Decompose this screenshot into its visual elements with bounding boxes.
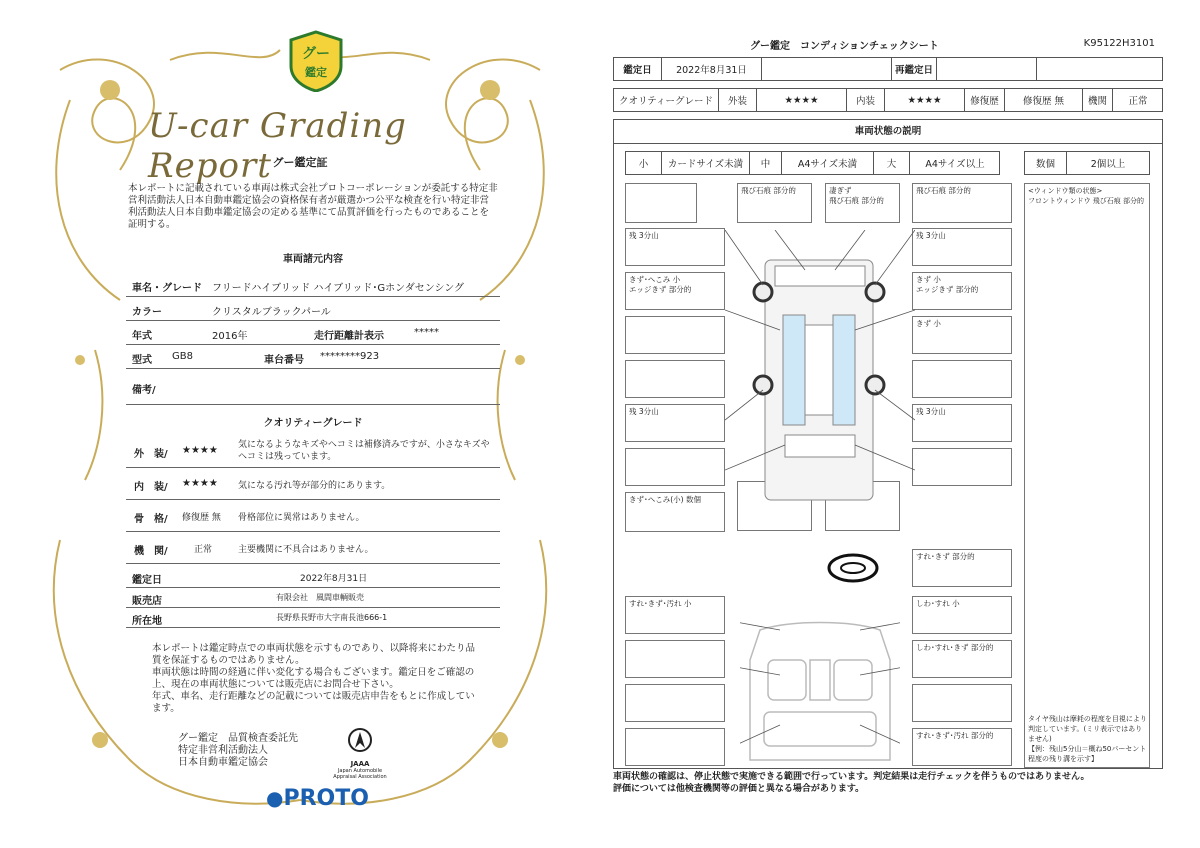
tire-box: 残 3分山 [625,228,725,266]
frame-row [126,500,500,532]
date-label: 鑑定日 [132,575,162,586]
name-value: フリードハイブリッド ハイブリッド･Gホンダセンシング [212,283,465,294]
damage-box [912,448,1012,486]
damage-box: しわ･すれ･きず 部分的 [912,640,1012,678]
damage-box: きず･へこみ 小 エッジきず 部分的 [625,272,725,310]
size-large-desc: A4サイズ以上 [925,159,985,170]
damage-box [625,684,725,722]
chassis-value: ********923 [320,351,380,362]
jaaa-text: JAAA [350,760,370,768]
damage-box [625,448,725,486]
damage-box [625,316,725,354]
cert-title: グー鑑定証 [272,156,328,169]
redate-label: 再鑑定日 [892,58,937,80]
size-mid-desc: A4サイズ未満 [782,152,874,174]
size-mid: 中 [750,152,782,174]
report-title: U-car Grading Report [148,106,407,186]
grade-table [613,88,1163,112]
jaaa-subtext: Japan Automobile Appraisal Association [333,768,387,780]
damage-box [625,183,697,223]
count-label: 数個 [1025,152,1067,174]
damage-box: すれ･きず･汚れ 小 [625,596,725,634]
tire-box: 残 3分山 [912,404,1012,442]
disclaimer-note: 本レポートは鑑定時点での車両状態を示すものであり、以降将来にわたり品質を保証するものではありません。 車両状態は時間の経過に伴い変化する場合もございます。鑑定日をご確認の上、現在の車両状態については販売店にお問合せ下さい。 年式、車名、走行距離などの記載については販売店申告をもとに作成しています。 [152,643,476,714]
shop-row [126,588,500,608]
engine-row [126,532,500,564]
state-title: 車両状態の説明 [614,120,1162,144]
remarks-label: 備考/ [132,385,156,396]
mileage-label: 走行距離計表示 [314,331,384,342]
intro-text: 本レポートに記載されている車両は株式会社プロトコーポレーションが委託する特定非営利活動法人日本自動車鑑定協会の資格保有者が厳選かつ公平な検査を行い特定非営利活動法人日本自動車鑑定協会の定める基準にて品質評価を行ったものであることを証明する。 [128,183,498,230]
shop-value: 有限会社 風間車輌販売 [276,593,364,602]
ext-label: 外装 [719,89,757,111]
sheet-number: K95122H3101 [1083,38,1155,49]
damage-box: すれ･きず 部分的 [912,549,1012,587]
damage-box [625,640,725,678]
model-label: 型式 [132,355,152,366]
date-value: 2022年8月31日 [300,574,368,584]
bottom-note: 車両状態の確認は、停止状態で実施できる範囲で行っています。判定結果は走行チェックを伴うものではありません。 評価については他検査機関等の評価と異なる場合があります。 [613,772,1090,794]
proto-text: PROTO [283,786,369,811]
int-stars: ★★★★ [182,478,218,489]
tire-box: 残 3分山 [625,404,725,442]
damage-box: 飛び石痕 部分的 [912,183,1012,223]
damage-box: きず 小 エッジきず 部分的 [912,272,1012,310]
damage-box: 飛び石痕 部分的 [737,183,812,223]
engine-value: 正常 [194,545,213,555]
shop-label: 販売店 [132,596,162,607]
damage-box: 凄ぎず 飛び石痕 部分的 [825,183,900,223]
steering-wheel-icon [827,553,879,583]
damage-box [912,360,1012,398]
color-row [126,297,500,321]
name-row [126,273,500,297]
car-top-view-diagram [725,230,915,530]
size-legend [625,151,1000,175]
engine-desc: 主要機関に不具合はありません。 [238,545,374,555]
proto-logo: ●PROTO [266,786,369,811]
damage-box: すれ･きず･汚れ 部分的 [912,728,1012,766]
tire-box: 残 3分山 [912,228,1012,266]
car-interior-diagram [740,620,900,770]
exterior-row [126,432,500,468]
ext-label: 外 装/ [134,449,168,460]
sheet-title: グー鑑定 コンディションチェックシート [750,41,939,52]
int-label: 内 装/ [134,482,168,493]
damage-box [912,684,1012,722]
chassis-label: 車台番号 [264,355,304,366]
remarks-row [126,369,500,405]
engine-label: 機関 [1083,89,1113,111]
year-value: 2016年 [212,331,248,342]
qg-label: クオリティーグレード [614,89,719,111]
date-label: 鑑定日 [614,58,662,80]
name-label: 車名・グレード [132,283,202,294]
color-label: カラー [132,307,162,318]
mileage-value: ***** [414,327,439,338]
date-row [126,566,500,588]
tire-note: タイヤ残山は摩耗の程度を目視により判定しています。(ミリ表示ではありません) 【例：残山5分山＝概ね50パーセント程度の残り溝を示す】 [1028,715,1147,763]
size-small: 小 [626,152,662,174]
damage-box [625,728,725,766]
addr-label: 所在地 [132,616,162,627]
window-note: <ウィンドウ類の状態> フロントウィンドウ 飛び石痕 部分的 [1028,187,1145,205]
date-value: 2022年8月31日 [662,58,762,80]
addr-value: 長野県長野市大字南長池666-1 [276,613,388,622]
notes-panel [1024,183,1150,768]
jaaa-emblem-icon [346,728,374,758]
count-value: 2個以上 [1090,159,1126,170]
footer-org: グー鑑定 品質検査委託先 特定非営利活動法人 日本自動車鑑定協会 [178,733,298,768]
svg-text:鑑定: 鑑定 [305,66,327,79]
ext-stars: ★★★★ [182,445,218,456]
frame-label: 骨 格/ [134,514,168,525]
year-label: 年式 [132,331,152,342]
date-table [613,57,1163,81]
quality-title: クオリティーグレード [263,418,363,429]
frame-value: 修復歴 無 [182,513,221,523]
color-value: クリスタルブラックパール [212,307,331,318]
int-label: 内装 [847,89,885,111]
size-small-desc: カードサイズ未満 [662,152,750,174]
spec-title: 車両諸元内容 [283,254,343,265]
model-value: GB8 [172,351,193,362]
address-row [126,608,500,628]
int-stars: ★★★★ [885,89,965,111]
engine-label: 機 関/ [134,546,168,557]
repair-value: 修復歴 無 [1005,89,1083,111]
damage-box: きず 小 [912,316,1012,354]
damage-box [625,360,725,398]
year-row [126,321,500,345]
ext-stars: ★★★★ [757,89,847,111]
count-legend [1024,151,1150,175]
repair-label: 修復歴 [965,89,1005,111]
jaaa-logo [330,728,390,780]
condition-check-sheet [600,0,1200,848]
svg-text:グー: グー [302,46,330,62]
damage-box: しわ･すれ 小 [912,596,1012,634]
int-desc: 気になる汚れ等が部分的にあります。 [238,481,391,491]
ext-desc: 気になるようなキズやヘコミは補修済みですが、小さなキズやヘコミは残っています。 [238,440,490,462]
engine-value: 正常 [1128,96,1148,107]
interior-row [126,468,500,500]
size-large: 大 [874,152,910,174]
goo-kantei-badge-icon [287,30,345,92]
frame-desc: 骨格部位に異常はありません。 [238,513,365,523]
model-row [126,345,500,369]
damage-box: きず･へこみ(小) 数個 [625,492,725,532]
